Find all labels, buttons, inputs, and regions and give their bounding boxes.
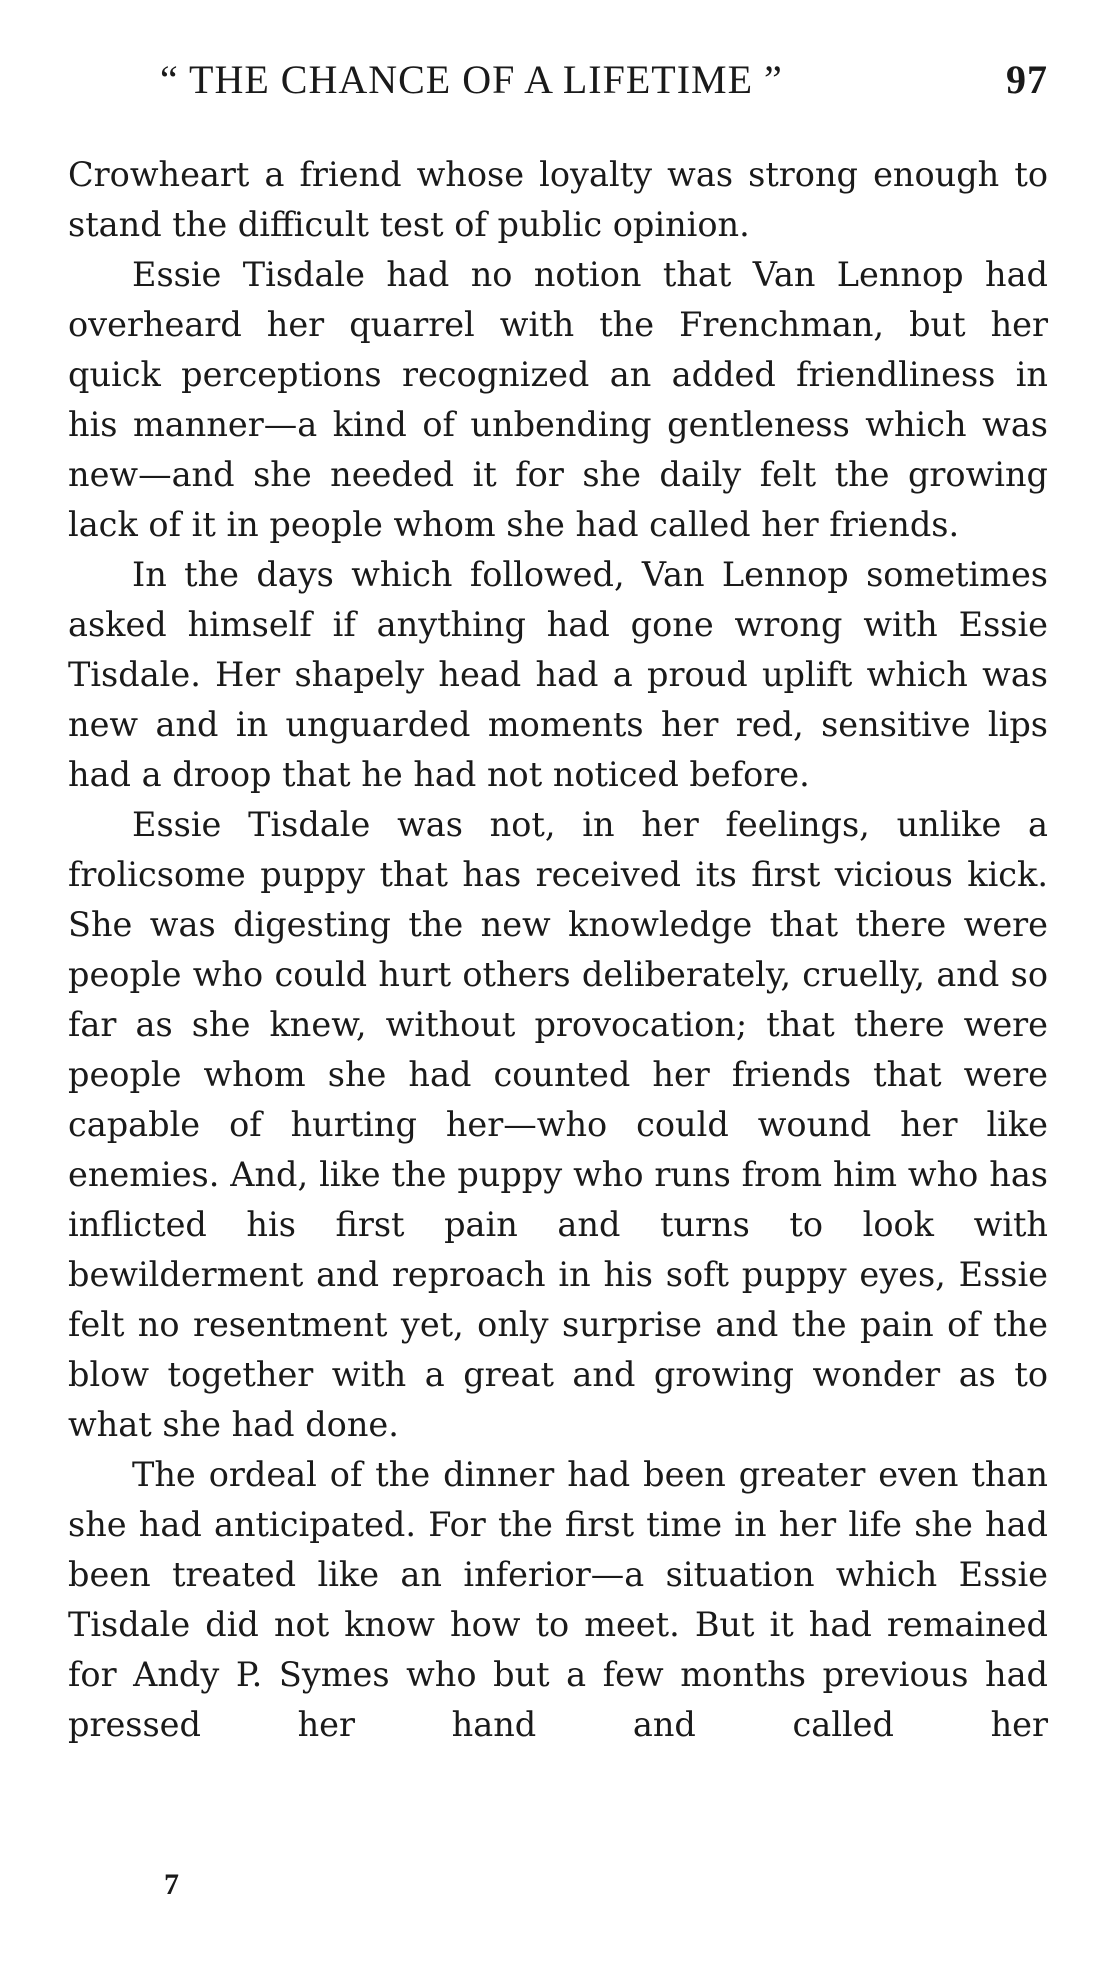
signature-mark: 7 <box>164 1868 179 1901</box>
paragraph-continues-next-page: The ordeal of the dinner had been greater even than she had anticipated. For the first time in her life she had been treated like an inferior—a situation which Essie Tisdale did not know how to meet. But it had remained for Andy P. Symes who but a few months previous had pressed her hand and called her <box>68 1455 1048 1744</box>
running-title: “ THE CHANCE OF A LIFETIME ” <box>160 57 783 102</box>
running-head <box>160 56 1048 112</box>
paragraph-continued: Crowheart a friend whose loyalty was strong enough to stand the difficult test of public opinion. <box>68 155 1048 244</box>
paragraph: Essie Tisdale had no notion that Van Lennop had overheard her quarrel with the Frenchman, but her quick perceptions recognized an added friendliness in his manner—a kind of unbending gentleness which was new—and she needed it for she daily felt the growing lack of it in people whom she had called her friends. <box>68 255 1048 544</box>
paragraph: Essie Tisdale was not, in her feelings, unlike a frolicsome puppy that has received its first vicious kick. She was digesting the new knowledge that there were people who could hurt others deliberately, cruelly, and so far as she knew, without provocation; that there were people whom she had counted her friends that were capable of hurting her—who could wound her like enemies. And, like the puppy who runs from him who has inflicted his first pain and turns to look with bewilderment and reproach in his soft puppy eyes, Essie felt no resentment yet, only surprise and the pain of the blow together with a great and growing wonder as to what she had done. <box>68 805 1048 1444</box>
body-text <box>68 150 1048 1750</box>
paragraph: In the days which followed, Van Lennop sometimes asked himself if anything had gone wrong with Essie Tisdale. Her shapely head had a proud uplift which was new and in unguarded moments her red, sensitive lips had a droop that he had not noticed before. <box>68 555 1048 794</box>
page-number: 97 <box>1006 57 1048 102</box>
